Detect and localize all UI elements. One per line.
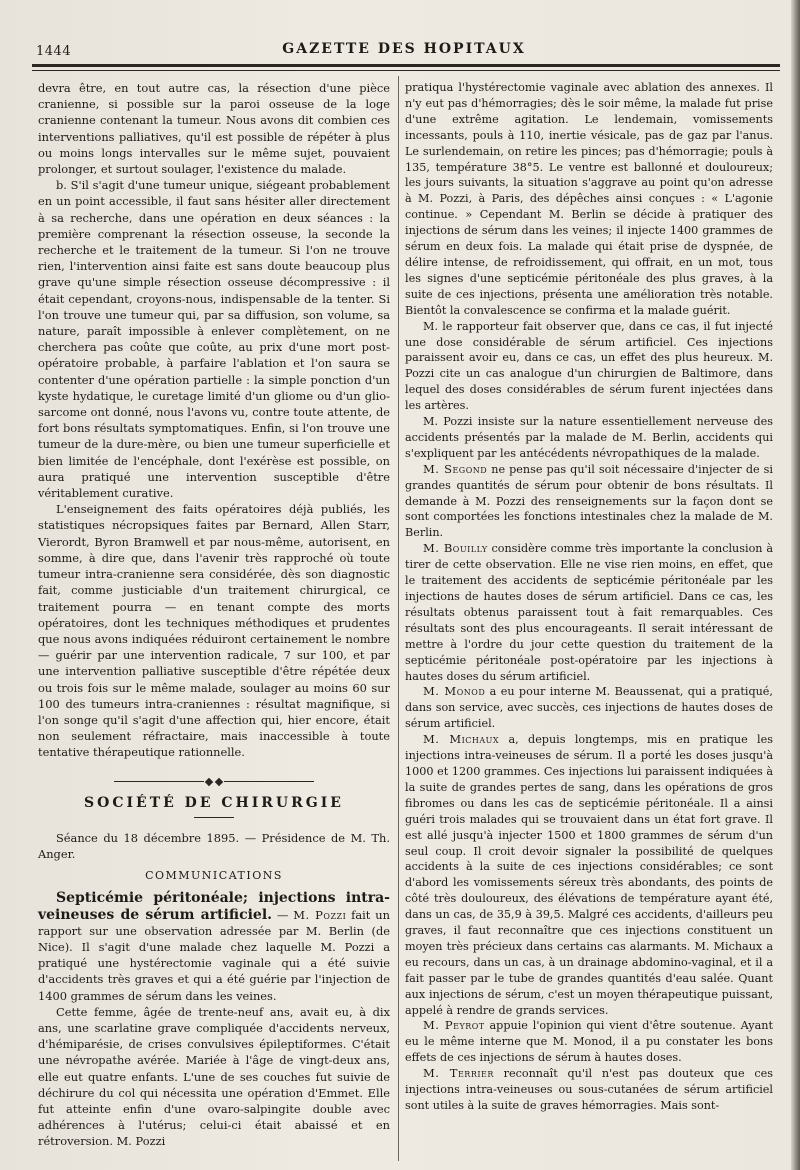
paragraph-text: considère comme très importante la conclusion à tirer de cette observation. Elle ne vise rien moins, en effet, que le traitement des accidents de septicémie péritonéale par les injections de hautes doses de sérum artificiel. Dans ce cas, les résultats obtenus paraissent tout à fait remarquables. Ces résultats sont des plus encourageants. Il serait intéressant de mettre à l'ordre du jour cette question du traitement de la septicémie péritonéale post-opératoire par les injections à hautes doses du sérum artificiel. — [405, 542, 773, 683]
paragraph: M. le rapporteur fait observer que, dans ce cas, il fut injecté une dose considérable de sérum artificiel. Ces injections paraissent avoir eu, dans ce cas, un effet des plus heureux. M. Pozzi cite un cas analogue d'un chirurgien de Baltimore, dans lequel des doses considérables de sérum furent injectées dans les artères. — [405, 319, 773, 413]
paragraph: b. S'il s'agit d'une tumeur unique, siégeant probablement en un point accessible, il faut sans hésiter aller directement à sa recherche, dans une opération en deux séances : la première comprenant la résection osseuse, la seconde la recherche et le traitement de la tumeur. Si l'on ne trouve rien, l'intervention ainsi faite est sans doute beaucoup plus grave qu'une simple résection osseuse décompressive : il était cependant, croyons-nous, indispensable de la tenter. Si l'on trouve une tumeur qui, par sa diffusion, son volume, sa nature, paraît impossible à enlever complètement, on ne cherchera pas coûte que coûte, au prix d'une mort post-opératoire probable, à parfaire l'ablation et l'on saura se contenter d'une opération partielle : la simple ponction d'un kyste hydatique, le curetage limité d'un gliome ou d'un glio-sarcome ont donné, nous l'avons vu, contre toute attente, de fort bons résultats symptomatiques. Enfin, si l'on trouve une tumeur de la dure-mère, ou bien une tumeur superficielle et bien limitée de l'encéphale, dont l'exérèse est possible, on aura pratiqué une intervention susceptible d'être véritablement curative. — [38, 178, 390, 501]
paragraph — [405, 541, 773, 684]
paragraph: L'enseignement des faits opératoires déjà publiés, les statistiques nécropsiques faites par Bernard, Allen Starr, Vierordt, Byron Bramwell et par nous-même, autorisent, en somme, à dire que, dans l'avenir très rapproché où toute tumeur intra-cranienne sera considérée, dès son diagnostic fait, comme justiciable d'un traitement chirurgical, ce traitement pourra — en tenant compte des morts opératoires, dont les techniques méthodiques et prudentes que nous avons indiquées réduiront certainement le nombre — guérir par une intervention radicale, 7 sur 100, et par une intervention palliative susceptible d'être répétée deux ou trois fois sur le même malade, soulager au moins 60 sur 100 des tumeurs intra-craniennes : résultat magnifique, si l'on songe qu'il s'agit d'une affection qui, hier encore, était non seulement réfractaire, mais inaccessible à toute tentative thérapeutique rationnelle. — [38, 502, 390, 760]
paragraph-text: appuie l'opinion qui vient d'être soutenue. Ayant eu le même interne que M. Monod, il a pu constater les bons effets de ces injections de sérum à hautes doses. — [405, 1019, 773, 1065]
paragraph: Septicémie péritonéale; injections intra-veineuses de sérum artificiel. — M. Pozzi fait un rapport sur une observation adressée par M. Berlin (de Nice). Il s'agit d'une malade chez laquelle M. Pozzi a pratiqué une hystérectomie vaginale qui a été suivie d'accidents très graves et qui a été guérie par l'injection de 1400 grammes de sérum dans les veines. — [38, 890, 390, 1003]
paragraph-text: a, depuis longtemps, mis en pratique les injections intra-veineuses de sérum. Il a porté les doses jusqu'à 1000 et 1200 grammes. Ces injections lui paraissent indiquées à la suite de grandes pertes de sang, dans les opérations de gros fibromes ou dans les cas de septicémie péritonéale. Il a ainsi guéri trois malades qui se trouvaient dans un état fort grave. Il est allé jusqu'à injecter 1500 et 1800 grammes de sérum d'un seul coup. Il croit devoir signaler la possibilité de quelques accidents à la suite de ces injections considérables; ce sont d'abord les vomissements séreux très abondants, des points de côté très douloureux, des élévations de température ayant été, dans un cas, de 35,9 à 39,5. Malgré ces accidents, d'ailleurs peu graves, il faut reconnaître que ces injections constituent un moyen très précieux dans certains cas alarmants. M. Michaux a eu recours, dans un cas, à un drainage abdomino-vaginal, et il a fait passer par le tube de grandes quantités d'eau salée. Quant aux injections de sérum, c'est un moyen thérapeutique puissant, appelé à rendre de grands services. — [405, 733, 773, 1017]
page-edge-shadow — [791, 0, 800, 1170]
paragraph — [405, 1018, 773, 1066]
paragraph — [405, 732, 773, 1018]
speaker-name: M. Segond — [423, 461, 488, 476]
header-rule-thick — [32, 64, 780, 67]
page-header — [28, 40, 780, 62]
paragraph-text: reconnaît qu'il n'est pas douteux que ces injections intra-veineuses ou sous-cutanées de sérum artificiel sont utiles à la suite de graves hémorragies. Mais sont- — [405, 1067, 773, 1112]
section-title: SOCIÉTÉ DE CHIRURGIE — [84, 794, 344, 811]
right-column — [405, 80, 773, 1114]
speaker-name: M. Monod — [423, 684, 486, 699]
paragraph: devra être, en tout autre cas, la résection d'une pièce cranienne, si possible sur la paroi osseuse de la loge cranienne contenant la tumeur. Nous avons dit combien ces interventions palliatives, qu'il est possible de répéter à plus ou moins longs intervalles sur le même sujet, pouvaient prolonger, et surtout soulager, l'existence du malade. — [38, 81, 390, 177]
speaker-name: M. Terrier — [423, 1066, 494, 1081]
column-divider — [398, 76, 399, 1161]
page-number: 1444 — [36, 44, 72, 59]
paragraph-text: a eu pour interne M. Beaussenat, qui a pratiqué, dans son service, avec succès, ces injections de hautes doses de sérum artificiel. — [405, 685, 773, 731]
section-rule — [194, 817, 234, 818]
paragraph — [405, 1066, 773, 1114]
paragraph: Cette femme, âgée de trente-neuf ans, avait eu, à dix ans, une scarlatine grave compliquée d'accidents nerveux, d'hémiparésie, de crises convulsives épileptiformes. C'était une névropathe avérée. Mariée à l'âge de vingt-deux ans, elle eut quatre enfants. L'une de ses couches fut suivie de déchirure du col qui nécessita une opération d'Emmet. Elle fut atteinte enfin d'une ovaro-salpingite double avec adhérences à l'utérus; celui-ci était abaissé et en rétroversion. M. Pozzi — [38, 1004, 390, 1149]
paragraph — [405, 462, 773, 542]
journal-title: GAZETTE DES HOPITAUX — [282, 41, 526, 57]
section-separator — [38, 773, 390, 779]
communications-heading: COMMUNICATIONS — [145, 869, 283, 883]
topic-title: Septicémie péritonéale; injections intra-veineuses de sérum artificiel. — [38, 890, 390, 923]
paragraph-text: fait un rapport sur une observation adressée par M. Berlin (de Nice). Il s'agit d'une malade chez laquelle M. Pozzi a pratiqué une hystérectomie vaginale qui a été suivie d'accidents très graves et qui a été guérie par l'injection de 1400 grammes de sérum dans les veines. — [38, 907, 390, 1003]
speaker-name: M. Michaux — [423, 732, 500, 747]
speaker-name: M. Bouilly — [423, 541, 488, 556]
paragraph-text: ne pense pas qu'il soit nécessaire d'injecter de si grandes quantités de sérum pour obtenir de bons résultats. Il demande à M. Pozzi des renseignements sur la façon dont se sont comportées les fonctions intestinales chez la malade de M. Berlin. — [405, 462, 773, 540]
speaker-name: M. Pozzi — [293, 907, 347, 922]
speaker-name: M. Peyrot — [423, 1018, 485, 1033]
left-column — [38, 80, 390, 1150]
session-line: Séance du 18 décembre 1895. — Présidence de M. Th. Anger. — [38, 830, 390, 861]
header-rule-thin — [32, 70, 780, 71]
paragraph: M. Pozzi insiste sur la nature essentiellement nerveuse des accidents présentés par la malade de M. Berlin, accidents qui s'expliquent par les antécédents névropathiques de la malade. — [405, 415, 773, 460]
paragraph: pratiqua l'hystérectomie vaginale avec ablation des annexes. Il n'y eut pas d'hémorragies; dès le soir même, la malade fut prise d'une extrême agitation. Le lendemain, vomissements incessants, pouls à 110, inertie vésicale, pas de gaz par l'anus. Le surlendemain, on retire les pinces; pas d'hémorragie; pouls à 135, température 38°5. Le ventre est ballonné et douloureux; les jours suivants, la situation s'aggrave au point qu'on adresse à M. Pozzi, à Paris, des dépêches ainsi conçues : « L'agonie continue. » Cependant M. Berlin se décide à pratiquer des injections de sérum dans les veines; il injecte 1400 grammes de sérum en deux fois. La malade qui était prise de dyspnée, de délire intense, de refroidissement, qui offrait, en un mot, tous les signes d'une septicémie péritonéale des plus graves, à la suite de ces injections, présenta une amélioration très notable. Bientôt la convalescence se confirma et la malade guérit. — [405, 81, 773, 317]
paragraph — [405, 684, 773, 732]
